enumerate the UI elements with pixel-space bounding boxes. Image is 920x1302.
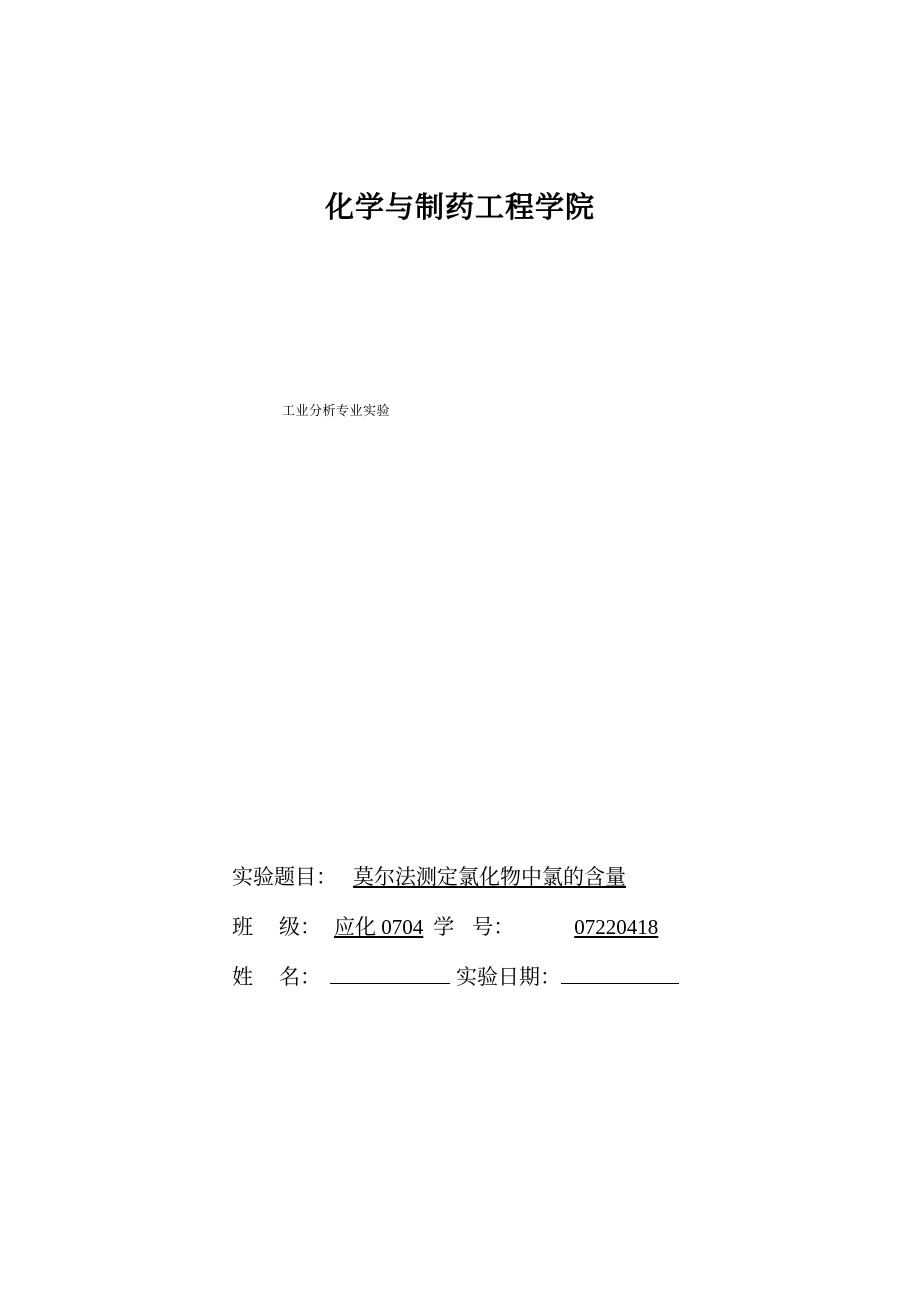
student-no-value[interactable]: 07220418: [574, 915, 659, 939]
experiment-title-label: 实验题目：: [232, 865, 337, 889]
class-label-colon: 级：: [279, 915, 321, 939]
date-label: 实验日期：: [456, 965, 561, 989]
class-label: [232, 902, 330, 952]
name-label-text: 姓: [232, 965, 253, 989]
name-label: [232, 952, 330, 1002]
date-input[interactable]: [561, 962, 679, 984]
experiment-title-row: [232, 852, 792, 902]
college-title: 化学与制药工程学院: [324, 190, 595, 224]
class-label-text: 班: [232, 915, 253, 939]
course-subtitle: 工业分析专业实验: [282, 404, 391, 419]
experiment-title-value[interactable]: 莫尔法测定氯化物中氯的含量: [353, 865, 626, 889]
student-no-label-text: 学: [433, 915, 455, 939]
name-input[interactable]: [330, 962, 450, 984]
class-row: [232, 902, 792, 952]
name-label-colon: 名：: [279, 965, 321, 989]
class-value[interactable]: 应化 0704: [334, 915, 424, 939]
name-date-row: [232, 952, 792, 1002]
cover-form: [232, 852, 792, 1002]
student-no-label-colon: 号：: [472, 915, 515, 939]
